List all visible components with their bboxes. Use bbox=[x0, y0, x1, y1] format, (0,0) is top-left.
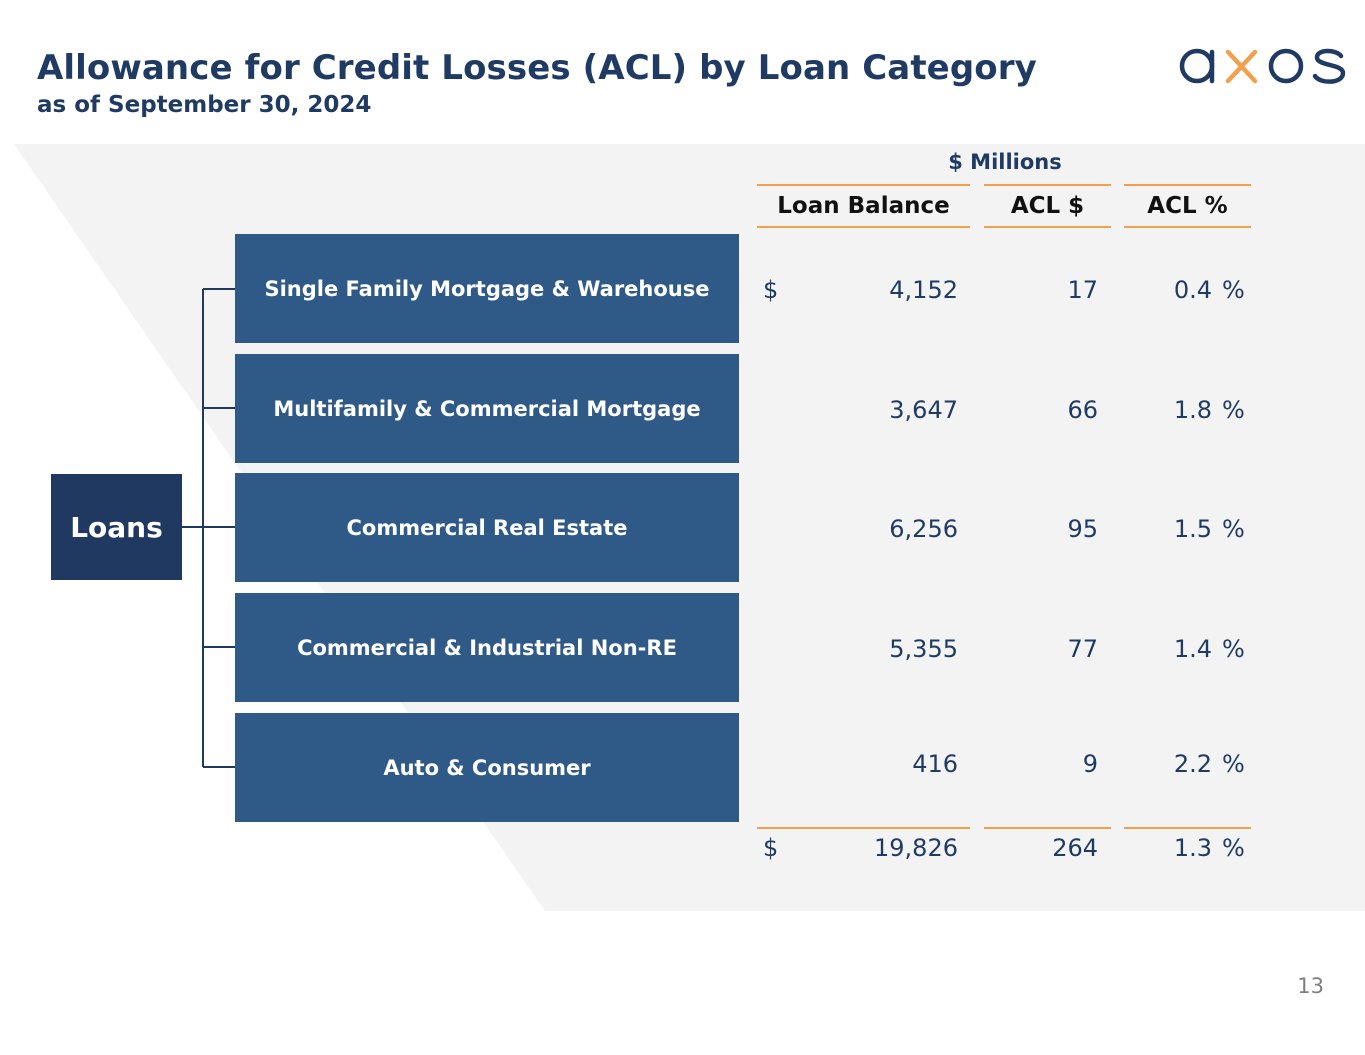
category-box-commercial-real-estate bbox=[235, 473, 739, 582]
page-number: 13 bbox=[1297, 974, 1324, 998]
row-acl-percent: 1.4 bbox=[1173, 635, 1212, 663]
category-box-single-family bbox=[235, 234, 739, 343]
row-acl-percent: 0.4 bbox=[1173, 276, 1212, 304]
row-acl-dollars: 17 bbox=[1067, 276, 1098, 304]
total-divider bbox=[984, 827, 1111, 829]
column-header-acl-percent: ACL % bbox=[1124, 184, 1251, 228]
row-acl-percent: 1.8 bbox=[1173, 396, 1212, 424]
category-label: Commercial & Industrial Non-RE bbox=[297, 635, 677, 660]
row-percent-sign: % bbox=[1222, 635, 1245, 663]
row-acl-dollars: 95 bbox=[1067, 515, 1098, 543]
row-loan-balance: 4,152 bbox=[889, 276, 958, 304]
category-label: Commercial Real Estate bbox=[346, 515, 628, 540]
category-box-multifamily bbox=[235, 354, 739, 463]
category-label: Single Family Mortgage & Warehouse bbox=[264, 276, 710, 301]
row-acl-percent: 1.5 bbox=[1173, 515, 1212, 543]
row-percent-sign: % bbox=[1222, 276, 1245, 304]
total-acl-dollars: 264 bbox=[1052, 834, 1098, 862]
category-box-auto-consumer bbox=[235, 713, 739, 822]
row-loan-balance: 416 bbox=[912, 750, 958, 778]
total-currency-symbol: $ bbox=[763, 834, 779, 862]
total-divider bbox=[757, 827, 970, 829]
category-box-commercial-industrial bbox=[235, 593, 739, 702]
total-acl-percent: 1.3 bbox=[1173, 834, 1212, 862]
row-currency-symbol: $ bbox=[763, 276, 779, 304]
total-loan-balance: 19,826 bbox=[874, 834, 958, 862]
total-percent-sign: % bbox=[1222, 834, 1245, 862]
row-acl-dollars: 66 bbox=[1067, 396, 1098, 424]
category-label: Multifamily & Commercial Mortgage bbox=[273, 396, 701, 421]
row-loan-balance: 5,355 bbox=[889, 635, 958, 663]
units-label: $ Millions bbox=[948, 150, 1062, 174]
row-acl-dollars: 9 bbox=[1082, 750, 1098, 778]
total-divider bbox=[1124, 827, 1251, 829]
row-percent-sign: % bbox=[1222, 750, 1245, 778]
category-label: Auto & Consumer bbox=[383, 755, 591, 780]
row-loan-balance: 6,256 bbox=[889, 515, 958, 543]
row-loan-balance: 3,647 bbox=[889, 396, 958, 424]
row-percent-sign: % bbox=[1222, 515, 1245, 543]
column-header-acl-dollars: ACL $ bbox=[984, 184, 1111, 228]
page-subtitle: as of September 30, 2024 bbox=[37, 92, 372, 118]
page-title: Allowance for Credit Losses (ACL) by Loan Category bbox=[37, 48, 1037, 88]
row-acl-dollars: 77 bbox=[1067, 635, 1098, 663]
row-acl-percent: 2.2 bbox=[1173, 750, 1212, 778]
column-header-loan-balance: Loan Balance bbox=[757, 184, 970, 228]
row-percent-sign: % bbox=[1222, 396, 1245, 424]
loans-root-box: Loans bbox=[51, 474, 182, 580]
